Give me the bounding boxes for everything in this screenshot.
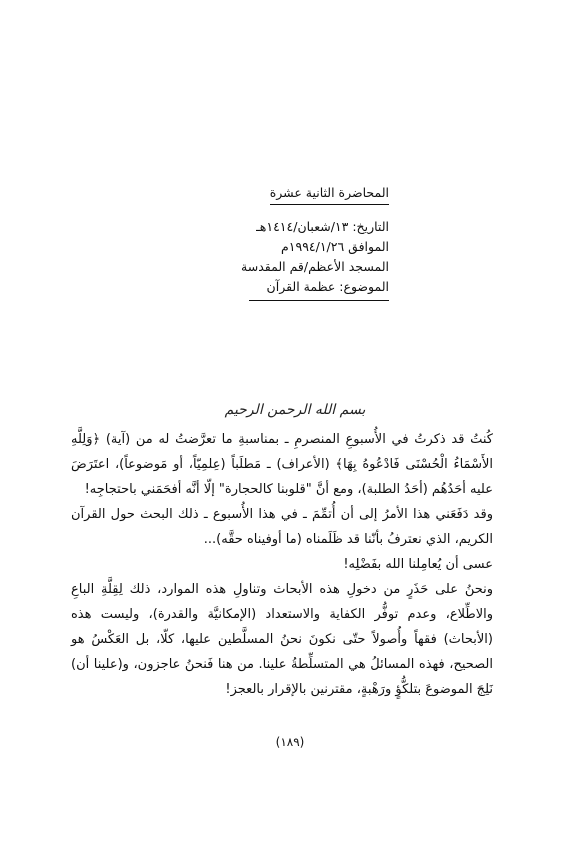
paragraph-3: عسى أن يُعامِلنا الله بفَضْلِه!	[343, 557, 493, 572]
lecture-title: المحاضرة الثانية عشرة	[270, 183, 389, 205]
basmala-text: بسم الله الرحمن الرحيم	[224, 402, 366, 418]
page-number: (١٨٩)	[275, 735, 305, 749]
paragraph-2: وقد دَفَعَني هذا الأمرُ إلى أن أُتمِّمَ ـ في هذا الأُسبوع ـ ذلك البحث حول القرآن الكريم، الذي نعترفُ بأنّنا قد ظَلَمناه (ما أوفيناه حقَّه)...	[71, 507, 493, 547]
basmala-calligraphy	[215, 402, 375, 418]
lecture-body	[71, 427, 493, 702]
date-hijri: التاريخ: ١٣/شعبان/١٤١٤هـ	[256, 219, 389, 234]
paragraph-4: ونحنُ على حَذَرٍ من دخولِ هذه الأبحاث وتناولِ هذه الموارد، ذلك لِقِلَّةِ الباعِ والاطِّلاع، وعدم توفُّر الكفاية والاستعداد (الإمكانيَّة والقدرة)، وليست هذه (الأبحاث) فقهاً وأُصولاً حتّى نكونَ نحنُ المسلَّطين عليها، كلّا، بل العَكْسُ هو الصحيح، فهذه المسائلُ هي المتسلِّطةُ علينا. من هنا فَنحنُ عاجزون، و(علينا أن) نَلِجَ الموضوعَ بتلكُّؤٍ ورَهْبةٍ، مقترنين بالإقرار بالعجز!	[71, 582, 493, 697]
paragraph-1: كُنتُ قد ذكرتُ في الأُسبوعِ المنصرمِ ـ بمناسبةِ ما تعرَّضتُ له من (آية) ﴿وَلِلَّهِ الأَسْمَاءُ الْحُسْنَى فَادْعُوهُ بِهَا﴾ (الأعراف) ـ مَطلَباً (عِلمِيّاً، أو مَوضوعاً)، اعتَرَضَ عليه أحَدُهُم (أحَدُ الطلبة)، ومع أنَّ "قلوبنا كالحجارة" إلّا أنَّه أفحَمَني باحتجاجِه!	[71, 432, 493, 497]
date-gregorian: الموافق ١٩٩٤/١/٢٦م	[281, 239, 389, 254]
location: المسجد الأعظم/قم المقدسة	[241, 259, 389, 274]
topic: الموضوع: عظمة القرآن	[249, 277, 389, 301]
lecture-header	[179, 183, 389, 301]
